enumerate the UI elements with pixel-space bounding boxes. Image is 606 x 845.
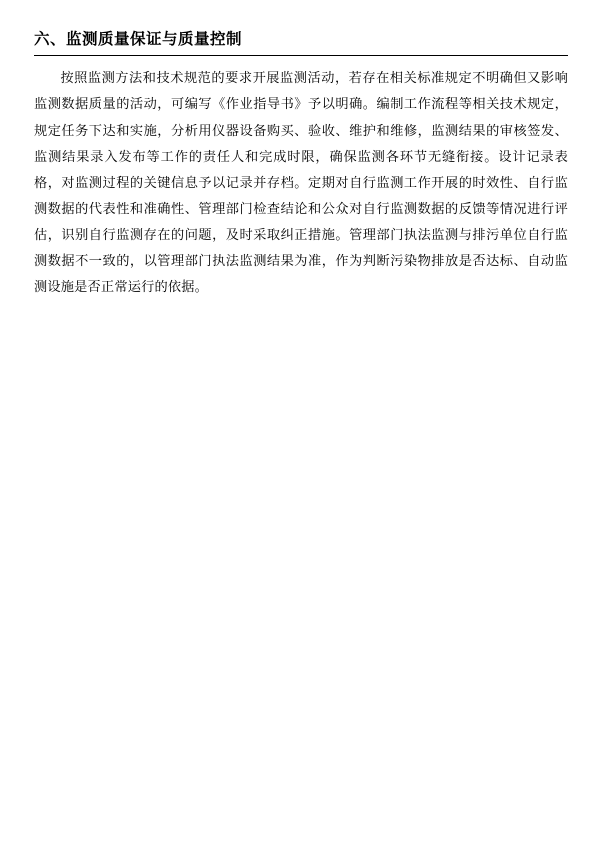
body-paragraph: 按照监测方法和技术规范的要求开展监测活动，若存在相关标准规定不明确但又影响监测数据质量的活动，可编写《作业指导书》予以明确。编制工作流程等相关技术规定，规定任务下达和实施，分析用仪器设备购买、验收、维护和维修，监测结果的审核签发、监测结果录入发布等工作的责任人和完成时限，确保监测各环节无缝衔接。设计记录表格，对监测过程的关键信息予以记录并存档。定期对自行监测工作开展的时效性、自行监测数据的代表性和准确性、管理部门检查结论和公众对自行监测数据的反馈等情况进行评估，识别自行监测存在的问题，及时采取纠正措施。管理部门执法监测与排污单位自行监测数据不一致的，以管理部门执法监测结果为准，作为判断污染物排放是否达标、自动监测设施是否正常运行的依据。 xyxy=(34,71,568,296)
section-heading: 六、监测质量保证与质量控制 xyxy=(34,30,243,48)
heading-divider xyxy=(34,55,568,56)
